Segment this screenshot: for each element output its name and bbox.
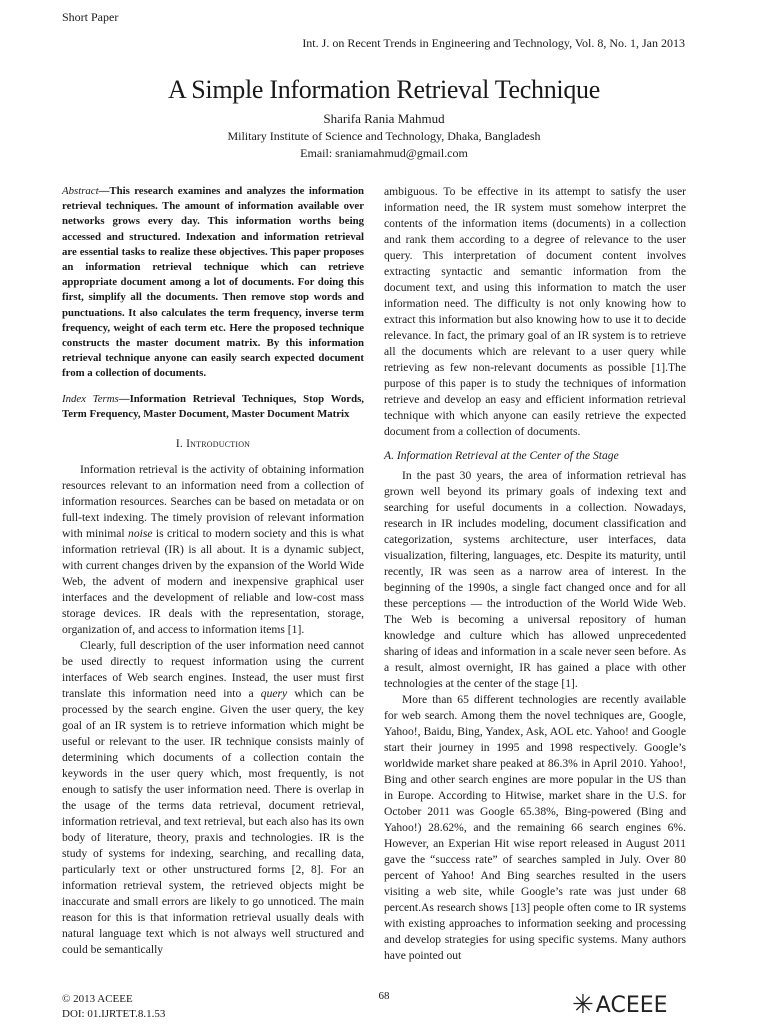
index-terms-label: Index Terms — [62, 392, 119, 405]
author-name: Sharifa Rania Mahmud — [323, 111, 445, 126]
right-column — [384, 184, 686, 964]
page-number: 68 — [378, 990, 390, 1002]
doi: DOI: 01.IJRTET.8.1.53 — [62, 1008, 166, 1020]
subsection-a-paragraph-1: In the past 30 years, the area of information retrieval has grown well beyond its primary goals of indexing text and searching for useful documents in a collection. Nowadays, research in IR includes modeling, document classification and categorization, systems architecture, user interfaces, data visualization, filtering, languages, etc. Despite its maturity, until recently, IR was seen as a narrow area of interest. In the beginning of the 1990s, a single fact changed once and for all these perceptions — the introduction of the World Wide Web. The Web is becoming a universal repository of human knowledge and culture which has allowed unprecedented sharing of ideas and information in a scale never seen before. As a result, almost overnight, IR has gained a place with other technologies at the center of the stage [1]. — [384, 469, 686, 690]
abstract — [62, 184, 364, 382]
index-terms-text: —Information Retrieval Techniques, Stop Words, Term Frequency, Master Document, Master Document Matrix — [62, 392, 364, 420]
abstract-text: —This research examines and analyzes the information retrieval techniques. The amount of information available over networks grows every day. This information worths being accessed and structured. Indexation and information retrieval are essential tasks to realize these objectives. This paper proposes an information retrieval technique which can retrieve appropriate document among a lot of documents. For doing this first, simplify all the documents. Then remove stop words and punctuations. It also calculates the term frequency, inverse term frequency, weight of each term etc. Here the proposed technique constructs the master document matrix. By this information retrieval technique anyone can easily search expected document from a collection of documents. — [62, 185, 364, 380]
author-email: Email: sraniamahmud@gmail.com — [300, 146, 468, 160]
journal-citation: Int. J. on Recent Trends in Engineering and Technology, Vol. 8, No. 1, Jan 2013 — [302, 36, 685, 50]
index-terms — [62, 392, 364, 422]
short-paper-label: Short Paper — [62, 10, 119, 24]
section-title: Introduction — [186, 437, 251, 451]
left-column — [62, 184, 364, 958]
aceee-logo — [572, 990, 668, 1020]
intro-p1-text-b: is critical to modern society and this is what information retrieval (IR) is all about. It is a dynamic subject, with current changes driven by the expansion of the World Wide Web, the advent of modern and inexpensive graphical user interfaces and the development of reliable and low-cost mass storage devices. IR deals with the representation, storage, organization of, and access to information items [1]. — [62, 527, 364, 637]
intro-p1-emphasis: noise — [128, 527, 153, 541]
aceee-logo-icon: ✳ — [572, 990, 594, 1020]
intro-paragraph-2-continued: ambiguous. To be effective in its attempt to satisfy the user information need, the IR system must somehow interpret the contents of the information items (documents) in a collection and rank them according to a degree of relevance to the user query. This interpretation of document content involves extracting syntactic and semantic information from the document text, and using this information to match the user information need. The difficulty is not only knowing how to extract this information but also knowing how to use it to decide relevance. In fact, the primary goal of an IR system is to retrieve all the documents which are relevant to a user query while retrieving as few non-relevant documents as possible [1].The purpose of this paper is to study the techniques of information retrieve and develop an easy and efficient information retrieval technique with which anyone can easily retrieve the expected document from a collection of documents. — [384, 185, 686, 438]
author-affiliation: Military Institute of Science and Technology, Dhaka, Bangladesh — [227, 129, 541, 143]
copyright: © 2013 ACEEE — [62, 993, 133, 1005]
aceee-logo-text: ACEEE — [595, 992, 668, 1018]
intro-paragraph-1 — [62, 462, 364, 638]
section-number: I. — [175, 437, 187, 451]
paper-title: A Simple Information Retrieval Technique — [168, 75, 600, 104]
intro-p2-emphasis: query — [260, 687, 288, 701]
intro-p1-text-a: Information retrieval is the activity of obtaining information resources relevant to an information need from a collection of information resources. Searches can be based on metadata or on full-text indexing. The timely provision of relevant information with minimal — [62, 463, 364, 541]
intro-p2-text-b: which can be processed by the search engine. Given the user query, the key goal of an IR system is to retrieve information which might be useful or relevant to the user. IR technique consists mainly of determining which documents of a collection contain the keywords in the user query which, most frequently, is not enough to satisfy the user information need. There is overlap in the usage of the terms data retrieval, document retrieval, information retrieval, and text retrieval, but each also has its own body of literature, theory, praxis and technologies. IR is the study of systems for indexing, searching, and recalling data, particularly text or other unstructured forms [2, 8]. For an information retrieval system, the retrieved objects might be inaccurate and small errors are likely to go unnoticed. The main reason for this is that information retrieval usually deals with natural language text which is not always well structured and could be semantically — [62, 687, 365, 957]
subsection-heading-a: A. Information Retrieval at the Center of the Stage — [384, 449, 619, 462]
subsection-a-paragraph-2: More than 65 different technologies are recently available for web search. Among them the novel techniques are, Google, Yahoo!, Baidu, Bing, Yandex, Ask, AOL etc. Yahoo! and Google start their journey in 1995 and 1998 respectively. Google’s worldwide market share peaked at 86.3% in April 2010. Yahoo!, Bing and other search engines are more popular in the US than in Europe. According to Hitwise, market share in the U.S. for October 2011 was Google 65.38%, Bing-powered (Bing and Yahoo!) 28.62%, and the remaining 66 search engines 6%. However, an Experian Hit wise report released in August 2011 gave the “success rate” of searches sampled in July. Over 80 percent of Yahoo! And Bing searches resulted in the users visiting a web site, while Google’s rate was just under 68 percent.As research shows [13] people often come to IR systems with existing approaches to information seeking and processing and develop strategies for using specific systems. Many authors have pointed out — [384, 693, 686, 962]
intro-p2-text-a: Clearly, full description of the user information need cannot be used directly to request information using the current interfaces of Web search engines. Instead, the user must first translate this information need into a — [62, 639, 364, 701]
abstract-label: Abstract — [62, 185, 99, 197]
intro-paragraph-2 — [62, 638, 364, 958]
section-heading-introduction — [62, 436, 364, 452]
